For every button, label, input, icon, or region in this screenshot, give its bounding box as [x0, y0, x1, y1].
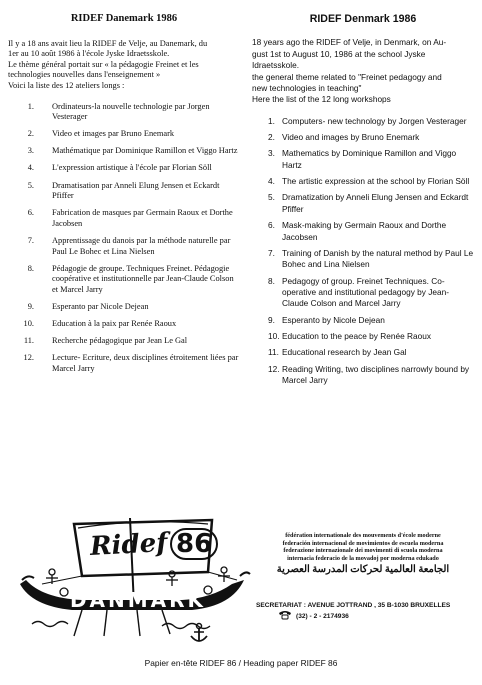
french-title: RIDEF Danemark 1986: [70, 13, 178, 24]
list-item: [8, 302, 240, 313]
intro-line: 18 years ago the RIDEF of Velje, in Denmark, on Au-: [252, 37, 447, 48]
item-number: 6.: [268, 220, 275, 231]
item-text: Mask-making by Germain Raoux and Dorthe Jacobsen: [282, 220, 447, 242]
list-item: [8, 163, 240, 174]
item-text: The artistic expression at the school by Florian Söll: [282, 176, 470, 187]
item-number: 10.: [23, 318, 34, 328]
intro-line: Here the list of the 12 long workshops: [252, 94, 391, 105]
intro-line: Le thème général portait sur « la pédagogie Freinet et les: [8, 59, 199, 69]
item-text: Educational research by Jean Gal: [282, 347, 407, 358]
item-text: Training of Danish by the natural method by Paul Le Bohec and Lina Nielsen: [282, 247, 474, 270]
item-number: 9.: [268, 314, 275, 325]
list-item: [8, 146, 240, 157]
item-text: Esperanto par Nicole Dejean: [52, 301, 149, 311]
item-text: Dramatization by Anneli Elung Jensen and Eckardt Pfiffer: [282, 192, 469, 214]
intro-line: Il y a 18 ans avait lieu la RIDEF de Velje, au Danemark, du: [8, 38, 208, 48]
item-number: 2.: [27, 129, 34, 139]
list-item: [8, 181, 240, 202]
item-text: Mathematics by Dominique Ramillon and Viggo Hartz: [282, 148, 457, 170]
list-item: [8, 319, 240, 330]
org-arabic: الجامعة العالمية لحركات المدرسة العصرية: [276, 564, 450, 576]
item-number: 3.: [27, 146, 34, 156]
item-text: Computers- new technology by Jorgen Vesterager: [282, 115, 467, 126]
logo-ridef-text: Ridef: [89, 527, 169, 563]
telephone-icon: [278, 610, 292, 620]
item-text: Lecture- Ecriture, deux disciplines étroitement liées par Marcel Jarry: [52, 353, 239, 373]
list-item: [8, 129, 240, 140]
item-text: Mathématique par Dominique Ramillon et Viggo Hartz: [52, 146, 238, 156]
list-item: [252, 116, 474, 127]
list-item: [8, 102, 240, 123]
list-item: [252, 331, 474, 342]
item-text: Esperanto by Nicole Dejean: [282, 314, 385, 325]
item-text: Recherche pédagogique par Jean Le Gal: [52, 336, 188, 346]
list-item: [252, 176, 474, 187]
item-number: 12.: [23, 353, 34, 363]
intro-line: the general theme related to "Freinet pedagogy and: [252, 71, 442, 82]
list-item: [252, 364, 474, 387]
list-item: [252, 276, 474, 310]
anchor-icon: [188, 622, 210, 644]
logo-year-text: 86: [170, 528, 218, 560]
intro-line: technologies nouvelles dans l'enseignement »: [8, 70, 161, 80]
item-number: 9.: [27, 301, 34, 311]
item-number: 6.: [27, 208, 34, 218]
english-workshop-list: [252, 116, 474, 387]
item-text: Reading Writing, two disciplines narrowly bound by Marcel Jarry: [282, 363, 470, 385]
item-number: 5.: [268, 192, 275, 203]
item-number: 4.: [27, 163, 34, 173]
list-item: [252, 347, 474, 358]
french-workshop-list: [8, 102, 240, 375]
list-item: [252, 315, 474, 326]
item-text: Fabrication de masques par Germain Raoux et Dorthe Jacobsen: [52, 208, 233, 228]
org-line: internacia federacio de la movadoj por moderna edukado: [287, 554, 439, 562]
item-number: 8.: [27, 263, 34, 273]
item-text: Pedagogy of group. Freinet Techniques. Co-operative and institutional pedagogy by Jean-Claude Colson and Marcel Jarry: [282, 275, 449, 309]
french-intro: [8, 39, 240, 92]
ridef-logo: [12, 514, 252, 644]
secretariat-address: SECRETARIAT : AVENUE JOTTRAND , 35 B-1030 BRUXELLES: [256, 602, 451, 609]
item-number: 5.: [27, 180, 34, 190]
item-number: 2.: [268, 132, 275, 143]
list-item: [252, 132, 474, 143]
item-number: 12.: [268, 363, 280, 374]
caption: Papier en-tête RIDEF 86 / Heading paper RIDEF 86: [144, 658, 338, 668]
item-number: 7.: [268, 247, 275, 258]
item-number: 10.: [268, 330, 280, 341]
intro-line: Voici la liste des 12 ateliers longs :: [8, 80, 125, 90]
item-number: 1.: [268, 115, 275, 126]
item-number: 3.: [268, 148, 275, 159]
item-number: 4.: [268, 176, 275, 187]
list-item: [8, 353, 240, 374]
item-text: Video and images by Bruno Enemark: [282, 132, 420, 143]
item-number: 11.: [268, 347, 279, 358]
list-item: [8, 208, 240, 229]
item-text: Pédagogie de groupe. Techniques Freinet. Pédagogie coopérative et institutionnelle par Jean-Claude Colson et Marcel Jarry: [52, 263, 234, 294]
intro-line: gust 1st to August 10, 1986 at the school Jyske: [252, 48, 426, 59]
list-item: [252, 148, 474, 171]
org-line: fédération internationale des mouvements d'école moderne: [285, 532, 441, 539]
item-text: Education à la paix par Renée Raoux: [52, 318, 177, 328]
item-number: 1.: [27, 101, 34, 111]
item-number: 7.: [27, 235, 34, 245]
english-intro: [252, 37, 474, 105]
item-number: 8.: [268, 275, 275, 286]
org-line: federación internacional de movimientos de escuela moderna: [282, 539, 444, 547]
intro-line: Idraetsskole.: [252, 60, 300, 71]
item-text: Dramatisation par Anneli Elung Jensen et Eckardt Pfiffer: [52, 180, 220, 201]
list-item: [8, 236, 240, 257]
english-title: RIDEF Denmark 1986: [309, 13, 417, 25]
organization-names: [254, 532, 472, 576]
list-item: [252, 248, 474, 271]
item-text: Video et images par Bruno Enemark: [52, 129, 175, 139]
list-item: [8, 264, 240, 296]
french-column: [8, 14, 240, 381]
item-text: Education to the peace by Renée Raoux: [282, 330, 431, 341]
item-text: L'expression artistique à l'école par Florian Söll: [52, 163, 212, 173]
item-number: 11.: [23, 336, 34, 346]
english-column: [252, 14, 474, 391]
list-item: [252, 220, 474, 243]
item-text: Ordinateurs-la nouvelle technologie par Jorgen Vesterager: [52, 101, 210, 122]
org-line: federazione internazionale dei movimenti di scuola moderna: [283, 547, 443, 555]
logo-danmark-text: DANMARK: [69, 588, 207, 612]
list-item: [252, 192, 474, 215]
item-text: Apprentissage du danois par la méthode naturelle par Paul Le Bohec et Lina Nielsen: [52, 235, 231, 256]
phone-number: (32) - 2 - 2174936: [296, 613, 349, 620]
list-item: [8, 336, 240, 347]
intro-line: 1er au 10 août 1986 à l'école Jyske Idraetsskole.: [8, 49, 170, 59]
intro-line: new technologies in teaching": [252, 83, 362, 94]
